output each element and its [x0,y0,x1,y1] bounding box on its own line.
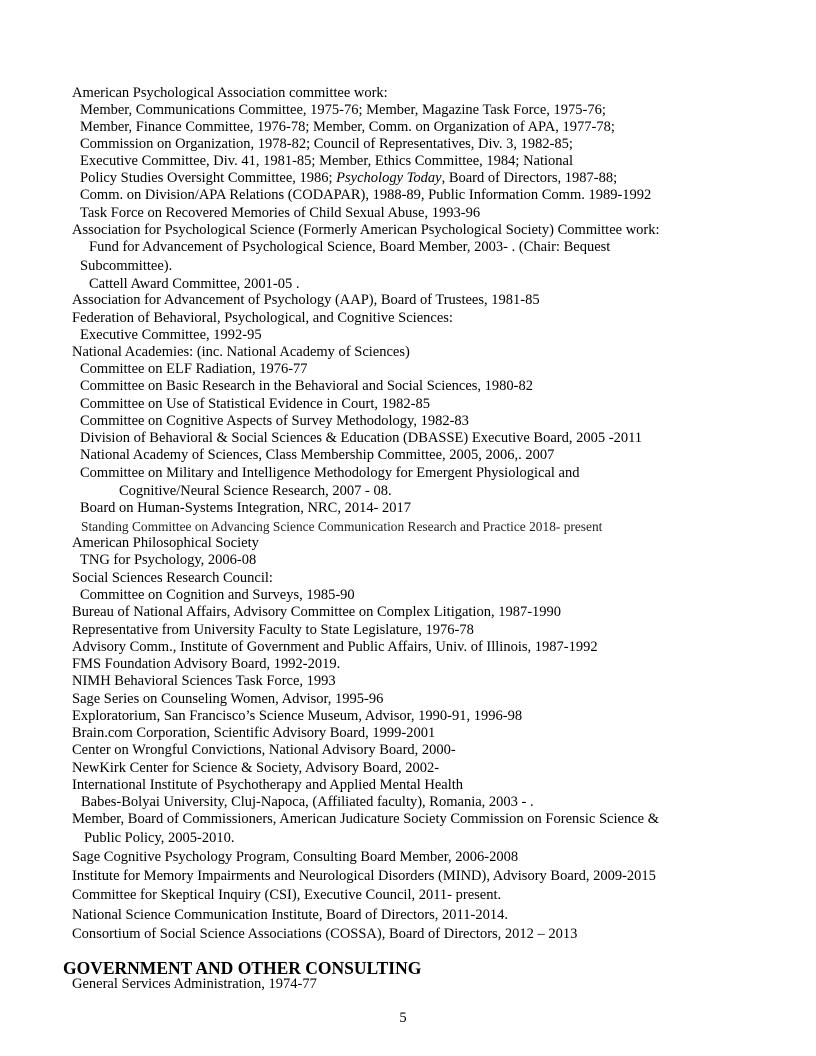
text-line: TNG for Psychology, 2006-08 [80,552,257,568]
text-line: Public Policy, 2005-2010. [84,830,235,846]
text-line: Babes-Bolyai University, Cluj-Napoca, (Affiliated faculty), Romania, 2003 - . [81,794,534,810]
text-line: Committee on ELF Radiation, 1976-77 [80,361,308,377]
text-line: Committee on Cognition and Surveys, 1985-90 [80,587,355,603]
text-line: Committee for Skeptical Inquiry (CSI), Executive Council, 2011- present. [72,887,502,903]
text-line: American Philosophical Society [72,535,259,551]
text-line: Cognitive/Neural Science Research, 2007 - 08. [119,483,392,499]
text-line: Association for Psychological Science (Formerly American Psychological Society) Committee work: [72,222,660,238]
text-line: Brain.com Corporation, Scientific Advisory Board, 1999-2001 [72,725,436,741]
text-line: Commission on Organization, 1978-82; Council of Representatives, Div. 3, 1982-85; [80,136,573,152]
text-line: Sage Cognitive Psychology Program, Consulting Board Member, 2006-2008 [72,849,519,865]
text-line: Association for Advancement of Psychology (AAP), Board of Trustees, 1981-85 [72,292,540,308]
text-line: Social Sciences Research Council: [72,570,273,586]
text-line: Committee on Basic Research in the Behavioral and Social Sciences, 1980-82 [80,378,534,394]
text-line: International Institute of Psychotherapy and Applied Mental Health [72,777,463,793]
italic-title: Psychology Today [336,170,442,186]
text-line: Subcommittee). [80,258,173,274]
text-line: Member, Board of Commissioners, American Judicature Society Commission on Forensic Science & [72,811,659,827]
text-line: Standing Committee on Advancing Science Communication Research and Practice 2018- present [81,519,603,534]
text-segment: Policy Studies Oversight Committee, 1986; [80,170,337,186]
text-line: Advisory Comm., Institute of Government and Public Affairs, Univ. of Illinois, 1987-1992 [72,639,598,655]
text-line: Cattell Award Committee, 2001-05 . [89,276,300,292]
text-line: Committee on Military and Intelligence Methodology for Emergent Physiological and [80,465,580,481]
text-line: National Academy of Sciences, Class Membership Committee, 2005, 2006,. 2007 [80,447,555,463]
text-line-with-italic [80,170,617,187]
text-line: Consortium of Social Science Associations (COSSA), Board of Directors, 2012 – 2013 [72,926,578,942]
text-line: Bureau of National Affairs, Advisory Committee on Complex Litigation, 1987-1990 [72,604,562,620]
text-line: National Science Communication Institute, Board of Directors, 2011-2014. [72,907,508,923]
text-segment: , Board of Directors, 1987-88; [441,170,618,186]
text-line: Center on Wrongful Convictions, National Advisory Board, 2000- [72,742,456,758]
text-line: Committee on Use of Statistical Evidence in Court, 1982-85 [80,396,430,412]
text-line: Fund for Advancement of Psychological Science, Board Member, 2003- . (Chair: Bequest [89,239,611,255]
text-line: NIMH Behavioral Sciences Task Force, 1993 [72,673,336,689]
text-line: Federation of Behavioral, Psychological, and Cognitive Sciences: [72,310,453,326]
text-line: Representative from University Faculty to State Legislature, 1976-78 [72,622,474,638]
text-line: Task Force on Recovered Memories of Child Sexual Abuse, 1993-96 [80,205,481,221]
text-line: National Academies: (inc. National Academy of Sciences) [72,344,410,360]
text-line: FMS Foundation Advisory Board, 1992-2019. [72,656,341,672]
text-line: Sage Series on Counseling Women, Advisor, 1995-96 [72,691,384,707]
text-line: Executive Committee, Div. 41, 1981-85; Member, Ethics Committee, 1984; National [80,153,573,169]
section-heading: GOVERNMENT AND OTHER CONSULTING [63,958,422,978]
text-line: Board on Human-Systems Integration, NRC, 2014- 2017 [80,500,412,516]
text-line: General Services Administration, 1974-77 [72,976,317,992]
text-line: Committee on Cognitive Aspects of Survey Methodology, 1982-83 [80,413,469,429]
text-line: NewKirk Center for Science & Society, Advisory Board, 2002- [72,760,440,776]
text-line: Member, Communications Committee, 1975-76; Member, Magazine Task Force, 1975-76; [80,102,606,118]
text-line: Institute for Memory Impairments and Neurological Disorders (MIND), Advisory Board, 2009-2015 [72,868,656,884]
page-number: 5 [399,1010,407,1026]
text-line: Member, Finance Committee, 1976-78; Member, Comm. on Organization of APA, 1977-78; [80,119,615,135]
text-line: American Psychological Association committee work: [72,85,388,101]
text-line: Exploratorium, San Francisco’s Science Museum, Advisor, 1990-91, 1996-98 [72,708,523,724]
text-line: Comm. on Division/APA Relations (CODAPAR), 1988-89, Public Information Comm. 1989-1992 [80,187,652,203]
text-line: Executive Committee, 1992-95 [80,327,262,343]
text-line: Division of Behavioral & Social Sciences & Education (DBASSE) Executive Board, 2005 -2011 [80,430,643,446]
